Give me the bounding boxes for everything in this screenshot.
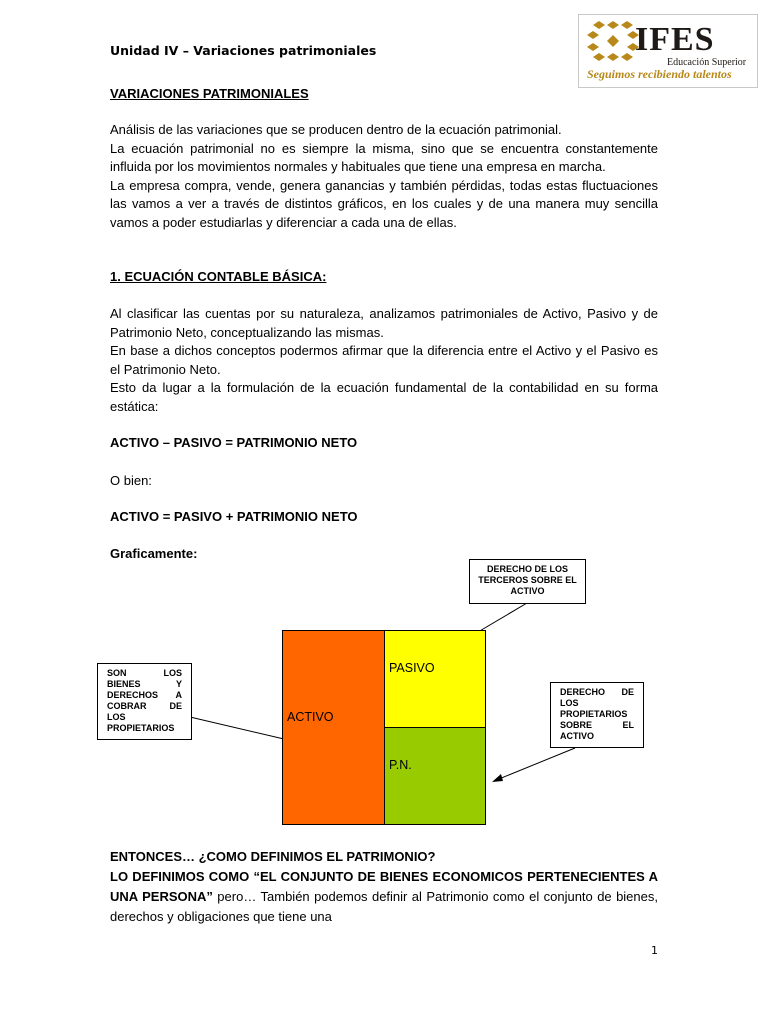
activo-label: ACTIVO xyxy=(287,710,334,724)
pasivo-block xyxy=(384,630,486,728)
definition-question: ENTONCES… ¿COMO DEFINIMOS EL PATRIMONIO? xyxy=(110,849,436,864)
note-terceros xyxy=(469,559,586,604)
definition-rest: pero… También podemos definir al Patrimonio como el conjunto de bienes, derechos y obligaciones que tiene una xyxy=(110,889,658,924)
note-propietarios-text: DERECHO DE LOS PROPIETARIOS SOBRE EL ACTIVO xyxy=(560,687,634,741)
logo-slogan: Seguimos recibiendo talentos xyxy=(587,67,732,81)
note-terceros-text: DERECHO DE LOS TERCEROS SOBRE EL ACTIVO xyxy=(478,564,577,596)
connector-bienes xyxy=(190,717,284,739)
definition-block xyxy=(110,847,658,927)
document-title: VARIACIONES PATRIMONIALES xyxy=(110,86,309,101)
equation-alt: ACTIVO = PASIVO + PATRIMONIO NETO xyxy=(110,509,358,524)
arrowhead-icon xyxy=(492,774,503,782)
connector-propietarios xyxy=(494,748,575,781)
page-number: 1 xyxy=(651,944,658,957)
definition-bold: LO DEFINIMOS COMO “EL CONJUNTO DE BIENES ECONOMICOS PERTENECIENTES A UNA PERSONA” xyxy=(110,869,658,904)
note-propietarios xyxy=(550,682,644,748)
intro-paragraph: Análisis de las variaciones que se producen dentro de la ecuación patrimonial. xyxy=(110,122,562,137)
section1-paragraph: Esto da lugar a la formulación de la ecuación fundamental de la contabilidad en su forma estática: xyxy=(110,380,658,414)
logo-subtitle: Educación Superior xyxy=(667,57,747,68)
pn-block xyxy=(384,727,486,825)
graph-label: Graficamente: xyxy=(110,546,198,561)
or-text: O bien: xyxy=(110,473,152,488)
header-title: Unidad IV – Variaciones patrimoniales xyxy=(110,43,377,58)
activo-block xyxy=(282,630,385,825)
connector-terceros xyxy=(478,603,527,632)
intro-paragraph: La ecuación patrimonial no es siempre la misma, sino que se encuentra constantemente influida por los movimientos normales y habituales que tiene una empresa en marcha. xyxy=(110,140,658,174)
section-title: 1. ECUACIÓN CONTABLE BÁSICA: xyxy=(110,269,327,284)
logo-brand: IFES xyxy=(635,21,715,58)
pasivo-label: PASIVO xyxy=(389,661,435,675)
section1-paragraph: Al clasificar las cuentas por su naturaleza, analizamos patrimoniales de Activo, Pasivo y de Patrimonio Neto, conceptualizando las mismas. xyxy=(110,306,658,340)
section1-paragraph: En base a dichos conceptos podermos afirmar que la diferencia entre el Activo y el Pasivo es el Patrimonio Neto. xyxy=(110,343,658,377)
equation-static: ACTIVO – PASIVO = PATRIMONIO NETO xyxy=(110,435,358,450)
note-bienes xyxy=(97,663,192,740)
intro-paragraph: La empresa compra, vende, genera ganancias y también pérdidas, todas estas fluctuaciones las vamos a ver a través de distintos gráficos, en los cuales y de una manera muy sencilla vamos a poder estudiarlas y diferenciar a cada una de ellas. xyxy=(110,177,658,230)
note-bienes-text: SON LOS BIENES Y DERECHOS A COBRAR DE LOS PROPIETARIOS xyxy=(107,668,182,733)
pn-label: P.N. xyxy=(389,758,412,772)
